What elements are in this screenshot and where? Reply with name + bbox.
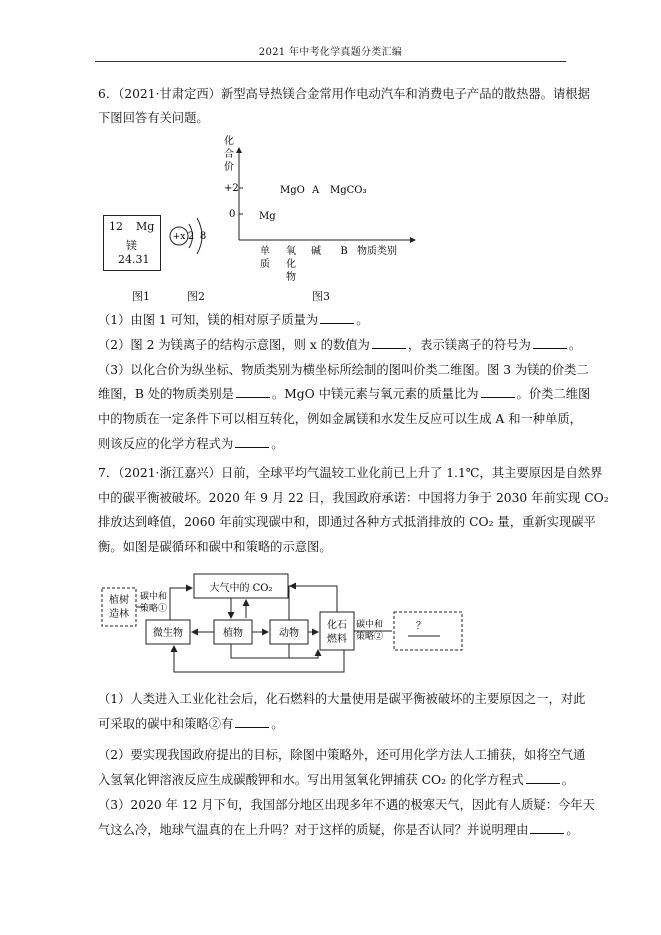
q7-sub1-line1: （1）人类进入工业化社会后，化石燃料的大量使用是碳平衡被破坏的主要原因之一，对此 [98,692,586,706]
fig3-xtick-b: B [340,246,348,257]
arrow-plant-to-fossil [231,644,318,658]
fig3-point-mg: Mg [259,211,276,222]
arrow-animal-up [289,586,290,620]
label-strategy2-l2: 策略② [356,632,384,642]
header-rule [95,61,566,62]
fig3-xtick-oxide: 化 [286,259,296,270]
fig3-ylabel-char: 化 [224,136,234,147]
fig1-name: 镁 [126,239,137,252]
fig3-ylabel-char: 价 [224,162,234,173]
label-strategy1-l2: 策略① [140,604,168,614]
fig3-point-mgco3: MgCO₃ [330,185,367,196]
fig2-caption: 图2 [187,290,205,303]
fig3-valence-chart [215,130,425,288]
fig1-atomic-number: 12 [109,220,123,233]
label-tree-l1: 植树 [109,595,129,606]
arrow-to-microbe [174,646,344,672]
label-tree-l2: 造林 [109,609,129,620]
fig3-xtick-oxide: 氧 [286,246,296,257]
fig1-caption: 图1 [132,290,150,303]
q7-sub3-line2 [98,822,579,838]
fig3-xtick-single: 单 [260,246,270,257]
label-fossil-l1: 化石 [327,620,347,631]
q7-line3: 排放达到峰值，2060 年前实现碳中和，即通过各种方式抵消排放的 CO₂ 量，重新实现碳平 [98,515,596,529]
label-unknown: ？ [416,621,426,632]
q6-sub3-text: 。价类二维图 [516,387,591,401]
fig3-point-a: A [312,185,320,196]
fig3-xlabel: 物质类别 [357,246,397,257]
fig3-xtick-single: 质 [260,259,270,270]
fig3-point-mgo: MgO [280,185,305,196]
fig2-shell2-count: 8 [199,231,207,242]
answer-blank[interactable] [372,337,406,349]
fig2-shell1-count: 2 [187,231,195,242]
q7-sub2-line1: （2）要实现我国政府提出的目标，除图中策略外，还可用化学方法人工捕获，如将空气通 [98,748,586,762]
q7-sub2-line2 [98,772,574,788]
q6-line2: 下图回答有关问题。 [98,111,209,125]
arrow-fossil-to-atmosphere [290,586,337,612]
q7-sub2-end: 。 [561,773,575,787]
box-strategy2-unknown [394,612,462,650]
q6-sub1 [98,312,369,328]
q6-sub2 [98,337,581,353]
fig1-element-card [103,215,161,271]
fig3-xtick-base: 碱 [311,246,321,257]
label-microbe: 微生物 [153,628,183,639]
fig2-nucleus-label: +x [172,232,186,242]
box-tree-planting [102,588,136,626]
q6-sub3-end: 。 [271,437,284,451]
answer-blank[interactable] [533,337,567,349]
fig3-ylabel-char: 合 [224,149,234,160]
q6-sub1-end: 。 [356,313,369,327]
page-header-title: 2021 年中考化学真题分类汇编 [258,47,403,58]
q6-sub2-text: ，表示镁离子的符号为 [407,338,531,352]
q7-sub2-text: 入氢氧化钾溶液反应生成碳酸钾和水。写出用氢氧化钾捕获 CO₂ 的化学方程式 [98,773,524,787]
answer-blank[interactable] [526,772,560,784]
fig3-caption: 图3 [312,290,330,303]
answer-blank[interactable] [320,312,354,324]
fig3-xtick-oxide: 物 [286,272,296,283]
fig1-mass: 24.31 [118,253,150,266]
q6-sub3-line3: 中的物质在一定条件下可以相互转化，例如金属镁和水发生反应可以生成 A 和一种单质， [98,412,582,426]
label-plant: 植物 [223,628,243,639]
q6-sub3-text: 。MgO 中镁元素与氧元素的质量比为 [271,387,479,401]
q7-line2: 中的碳平衡被破坏。2020 年 9 月 22 日，我国政府承诺：中国将力争于 2030 年前实现 CO₂ [98,491,609,505]
q6-sub3-text: 维图，B 处的物质类别是 [98,387,234,401]
answer-blank[interactable] [530,822,564,834]
label-fossil-l2: 燃料 [327,634,347,645]
label-strategy2-l1: 碳中和 [356,620,384,630]
q6-sub1-text: （1）由图 1 可知，镁的相对原子质量为 [98,313,319,327]
answer-blank[interactable] [481,386,515,398]
fig3-ytick-label: 0 [229,209,236,220]
q7-sub1-line2 [98,716,284,732]
fig3-ytick-label: +2 [224,183,239,194]
q6-sub3-line1: （3）以化合价为纵坐标、物质类别为横坐标所绘制的图叫价类二维图。图 3 为镁的价类二 [98,363,589,377]
q6-sub3-text: 则该反应的化学方程式为 [98,437,234,451]
q7-sub3-end: 。 [566,823,579,837]
q7-line1: 7．（2021·浙江嘉兴）日前，全球平均气温较工业化前已上升了 1.1℃，其主要原因是自然界 [98,466,603,480]
q7-sub3-line1: （3）2020 年 12 月下旬，我国部分地区出现多年不遇的极寒天气，因此有人质疑：今年天 [98,798,595,812]
label-animal: 动物 [279,628,299,639]
q7-sub1-end: 。 [271,717,284,731]
q7-sub3-text: 气这么冷，地球气温真的在上升吗？对于这样的质疑，你是否认同？并说明理由 [98,823,529,837]
q6-sub2-end: 。 [568,338,582,352]
carbon-cycle-diagram [98,568,478,678]
answer-blank[interactable] [235,716,269,728]
q6-sub2-text: （2）图 2 为镁离子的结构示意图，则 x 的数值为 [98,338,370,352]
answer-blank[interactable] [236,386,270,398]
q6-sub3-line2 [98,386,590,402]
q7-sub1-text: 可采取的碳中和策略②有 [98,717,234,731]
arrow-microbe-to-atmosphere [170,588,192,620]
label-strategy1-l1: 碳中和 [140,592,168,602]
answer-blank[interactable] [235,436,269,448]
label-atmosphere: 大气中的 CO₂ [209,583,273,594]
q7-line4: 衡。如图是碳循环和碳中和策略的示意图。 [98,540,332,554]
fig1-symbol: Mg [136,220,155,233]
q6-sub3-line4 [98,436,284,452]
q6-line1: 6．（2021·甘肃定西）新型高导热镁合金常用作电动汽车和消费电子产品的散热器。请根据 [98,87,590,101]
